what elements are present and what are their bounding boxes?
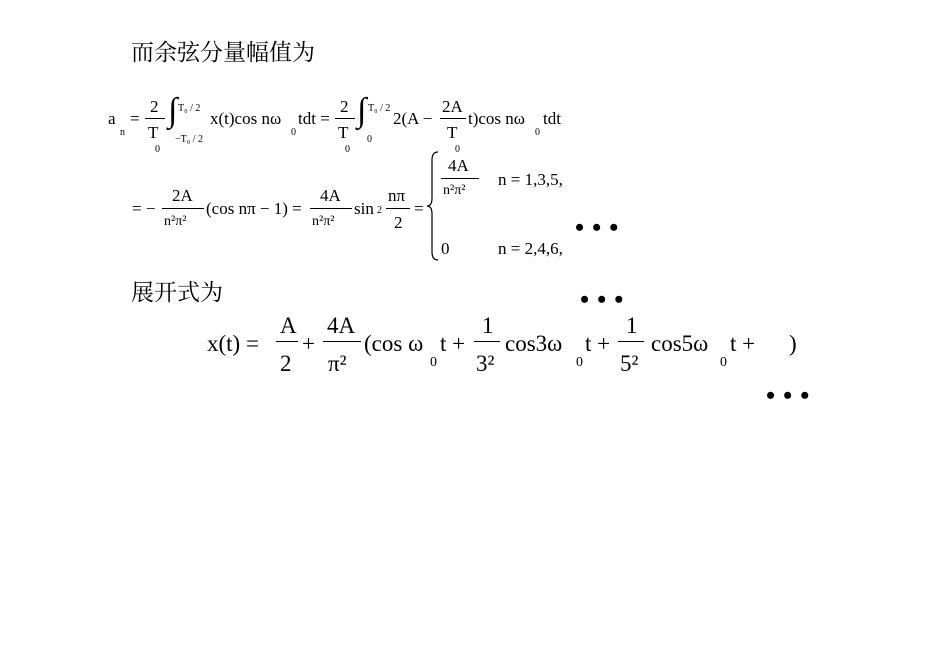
exp-term2: cos3ω <box>505 331 563 356</box>
result-sin: sin <box>354 199 374 218</box>
exp-term1-end: t + <box>440 331 466 356</box>
cases-brace <box>426 150 440 262</box>
exp-f4-den: 5² <box>620 351 639 376</box>
exp-term2-end: t + <box>585 331 611 356</box>
result-prefix: = − <box>132 199 156 218</box>
frac1-num: 2 <box>150 97 159 116</box>
integrand-2-sub: 0 <box>535 127 540 138</box>
exp-term3: cos5ω <box>651 331 709 356</box>
exp-f2-num: 4A <box>327 313 356 338</box>
exp-term3-sub: 0 <box>720 355 727 370</box>
result-sin-exp: 2 <box>377 205 382 216</box>
exp-f4-bar <box>618 341 644 342</box>
exp-f4-num: 1 <box>626 313 638 338</box>
exp-term1: (cos ω <box>364 331 424 356</box>
exp-term3-end: t + <box>730 331 756 356</box>
result-f3-den: 2 <box>394 213 403 232</box>
result-f2-num: 4A <box>320 186 341 205</box>
exp-term2-sub: 0 <box>576 355 583 370</box>
frac1-bar <box>145 118 165 119</box>
result-f3-bar <box>386 208 410 209</box>
exp-f1-den: 2 <box>280 351 292 376</box>
integral-sign-2: ∫ <box>357 92 367 129</box>
result-equals: = <box>414 199 424 218</box>
int1-lower: −T₀ / 2 <box>175 134 204 145</box>
integrand-1-end: tdt = <box>298 109 330 128</box>
frac2-den-sub: 0 <box>345 144 350 155</box>
exp-ellipsis: ••• <box>766 381 818 410</box>
result-f1-den: n²π² <box>164 214 187 229</box>
equals-1: = <box>130 109 140 128</box>
case1-den: n²π² <box>443 183 466 198</box>
frac1-den-sub: 0 <box>155 144 160 155</box>
int2-upper: T₀ / 2 <box>368 103 391 114</box>
exp-plus-1: + <box>302 331 315 356</box>
exp-f3-bar <box>474 341 500 342</box>
frac3-den-sub: 0 <box>455 144 460 155</box>
integrand-2b: t)cos nω <box>468 109 525 128</box>
exp-lhs: x(t) = <box>207 331 259 356</box>
frac3-num: 2A <box>442 97 463 116</box>
exp-close-paren: ) <box>789 331 797 356</box>
int2-lower: 0 <box>367 134 372 145</box>
exp-f3-den: 3² <box>476 351 495 376</box>
integrand-2a: 2(A − <box>393 109 433 128</box>
expansion-heading: 展开式为 <box>131 280 223 306</box>
result-f2-bar <box>310 208 352 209</box>
case2-ellipsis: ••• <box>580 285 632 314</box>
exp-f2-den: π² <box>328 351 347 376</box>
frac3-bar <box>440 118 466 119</box>
integrand-1-sub: 0 <box>291 127 296 138</box>
result-f1-num: 2A <box>172 186 193 205</box>
lhs-a: a <box>108 109 116 128</box>
exp-term1-sub: 0 <box>430 355 437 370</box>
case1-bar <box>441 178 479 179</box>
case2-cond: n = 2,4,6, <box>498 239 563 258</box>
integrand-2-end: tdt <box>543 109 561 128</box>
case1-ellipsis: ••• <box>575 213 627 242</box>
case2-val: 0 <box>441 239 450 258</box>
lhs-sub-n: n <box>120 127 125 138</box>
integral-sign-1: ∫ <box>168 92 178 129</box>
exp-f2-bar <box>323 341 361 342</box>
integrand-1: x(t)cos nω <box>210 109 282 128</box>
result-f1-bar <box>162 208 204 209</box>
frac2-den: T <box>338 123 349 142</box>
frac3-den: T <box>447 123 458 142</box>
int1-upper: T₀ / 2 <box>178 103 201 114</box>
cosine-heading: 而余弦分量幅值为 <box>131 40 315 66</box>
result-f3-num: nπ <box>388 186 406 205</box>
case1-cond: n = 1,3,5, <box>498 170 563 189</box>
result-mid: (cos nπ − 1) = <box>206 199 302 218</box>
case1-num: 4A <box>448 156 469 175</box>
frac2-bar <box>335 118 355 119</box>
exp-f3-num: 1 <box>482 313 494 338</box>
frac1-den: T <box>148 123 159 142</box>
result-f2-den: n²π² <box>312 214 335 229</box>
exp-f1-num: A <box>280 313 297 338</box>
frac2-num: 2 <box>340 97 349 116</box>
exp-f1-bar <box>276 341 298 342</box>
